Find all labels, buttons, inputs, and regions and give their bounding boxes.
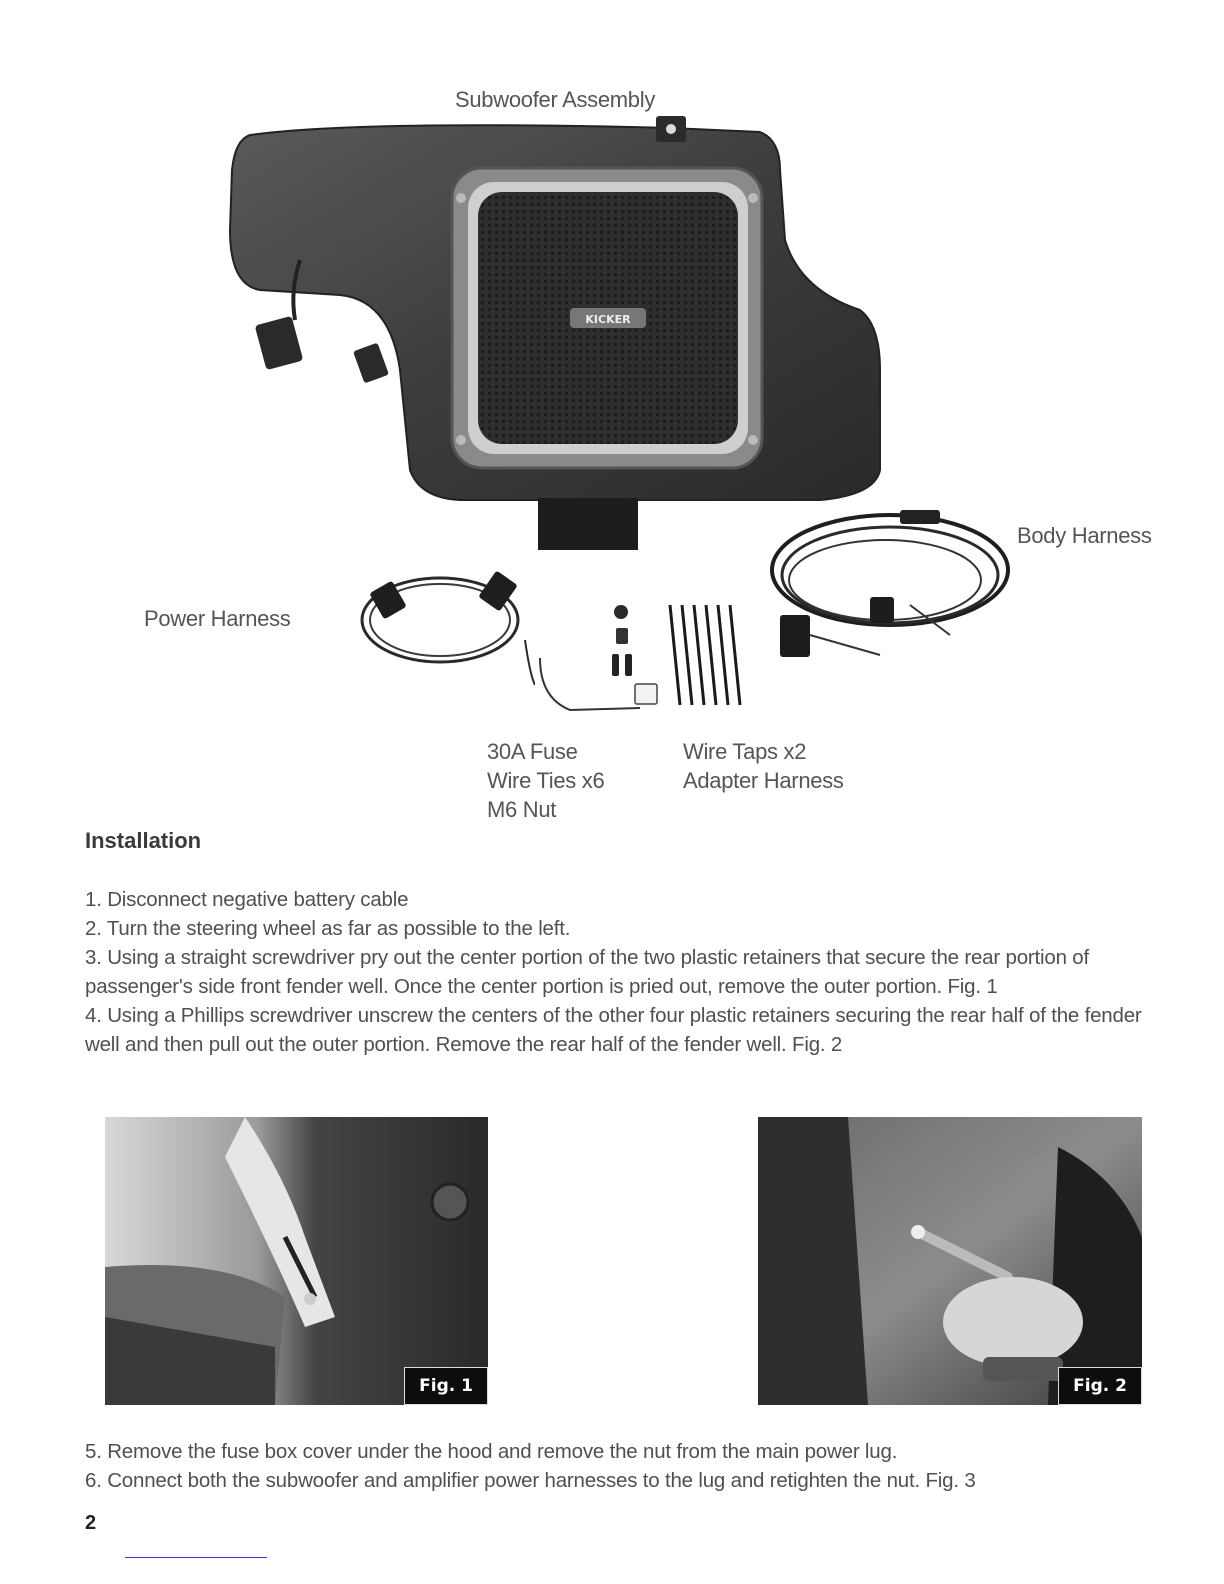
bottom-rule [125, 1557, 267, 1558]
kicker-logo-text: KICKER [585, 313, 631, 326]
figure-1-photo [105, 1117, 488, 1405]
body-harness-label: Body Harness [1017, 523, 1152, 548]
part-wire-ties: Wire Ties x6 [487, 768, 605, 793]
subwoofer-assembly-image [220, 110, 900, 560]
step-4: 4. Using a Phillips screwdriver unscrew the centers of the other four plastic retainers securing the rear half of the fender well and then pull out the outer portion. Remove the rear half of the fender well. Fig. 2 [85, 1004, 1142, 1056]
wire-ties-image [660, 600, 750, 710]
figure-1-caption: Fig. 1 [404, 1367, 488, 1405]
figure-2 [758, 1117, 1142, 1405]
part-wire-taps: Wire Taps x2 [683, 739, 807, 764]
step-3: 3. Using a straight screwdriver pry out the center portion of the two plastic retainers that secure the rear portion of passenger's side front fender well. Once the center portion is pried out, remove the outer portion. Fig. 1 [85, 946, 1089, 998]
subwoofer-assembly-label: Subwoofer Assembly [455, 87, 656, 112]
parts-list-col2 [683, 737, 844, 795]
steps-list-continued [85, 1437, 1165, 1495]
step-5: 5. Remove the fuse box cover under the hood and remove the nut from the main power lug. [85, 1440, 898, 1463]
step-6: 6. Connect both the subwoofer and amplifier power harnesses to the lug and retighten the nut. Fig. 3 [85, 1469, 976, 1492]
figure-1 [105, 1117, 488, 1405]
section-title: Installation [85, 828, 202, 853]
page-number: 2 [85, 1512, 97, 1534]
part-adapter-harness: Adapter Harness [683, 768, 844, 793]
parts-list-col1 [487, 737, 604, 824]
step-2: 2. Turn the steering wheel as far as possible to the left. [85, 917, 571, 940]
step-1: 1. Disconnect negative battery cable [85, 888, 409, 911]
figure-2-caption: Fig. 2 [1058, 1367, 1142, 1405]
small-parts-image [530, 598, 670, 718]
part-nut: M6 Nut [487, 797, 557, 822]
figure-2-photo [758, 1117, 1142, 1405]
steps-list [85, 885, 1165, 1059]
power-harness-label: Power Harness [144, 606, 291, 631]
part-fuse: 30A Fuse [487, 739, 578, 764]
power-harness-image [355, 565, 535, 715]
body-harness-image [760, 505, 1020, 675]
